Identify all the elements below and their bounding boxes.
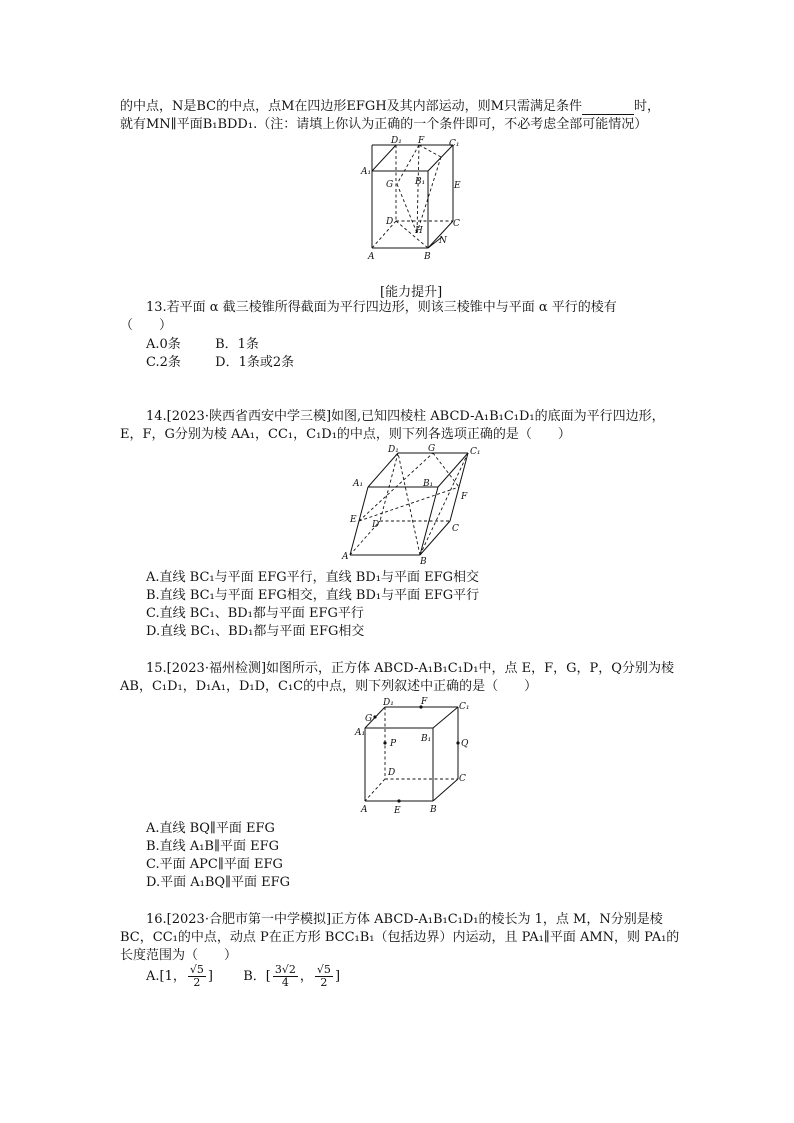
- label-E: E: [394, 806, 401, 816]
- q14-option-b[interactable]: B.直线 BC₁与平面 EFG相交，直线 BD₁与平面 EFG平行: [146, 588, 480, 603]
- q15-option-a[interactable]: A.直线 BQ∥平面 EFG: [146, 821, 275, 836]
- label-E: E: [350, 515, 357, 525]
- q13-options-row-1: [146, 336, 259, 353]
- label-B1: B₁: [423, 479, 434, 489]
- label-D: D: [372, 520, 380, 530]
- intro-line-1: 的中点，N是BC的中点，点M在四边形EFGH及其内部运动，则M只需满足条件 时，: [120, 99, 660, 114]
- q16-option-a[interactable]: A.[1， $\frac{√5}{2}$ ]: [146, 963, 213, 989]
- section-title: [能力提升]: [380, 285, 443, 300]
- q13-option-a[interactable]: A.0条: [146, 337, 181, 352]
- q14-line-1: 14.[2023·陕西省西安中学三模]如图,已知四棱柱 ABCD-A₁B₁C₁D₁的底面为平行四边形，: [146, 409, 665, 424]
- label-D1: D₁: [383, 698, 394, 708]
- q13-paren: （ ）: [120, 318, 173, 333]
- fraction: $\frac{3√2}{4}$: [274, 963, 296, 989]
- q15-option-c[interactable]: C.平面 APC∥平面 EFG: [146, 857, 283, 872]
- label-C: C: [453, 219, 460, 229]
- label-D: D: [386, 217, 394, 227]
- fraction: $\frac{√5}{2}$: [316, 963, 331, 989]
- q15-option-d[interactable]: D.平面 A₁BQ∥平面 EFG: [146, 875, 291, 890]
- label-N: N: [439, 236, 447, 246]
- q16-line-1: 16.[2023·合肥市第一中学模拟]正方体 ABCD-A₁B₁C₁D₁的棱长为 1，点 M，N分别是棱: [146, 912, 663, 927]
- label-A1: A₁: [355, 728, 366, 738]
- q13-option-d[interactable]: D．1条或2条: [215, 355, 295, 370]
- q14-option-a[interactable]: A.直线 BC₁与平面 EFG平行，直线 BD₁与平面 EFG相交: [146, 570, 479, 585]
- label-A: A: [368, 252, 375, 262]
- label-A1: A₁: [361, 167, 372, 177]
- q16-line-3: 长度范围为（ ）: [120, 948, 238, 963]
- label-P: P: [390, 739, 397, 749]
- label-A: A: [361, 805, 368, 815]
- label-F: F: [421, 697, 428, 707]
- figure-2-prism: [340, 443, 490, 568]
- label-B: B: [430, 805, 437, 815]
- label-C1: C₁: [449, 139, 460, 149]
- label-H: H: [415, 226, 423, 236]
- label-C1: C₁: [470, 447, 481, 457]
- q14-line-2: E，F，G分别为棱 AA₁，CC₁，C₁D₁的中点，则下列各选项正确的是（ ）: [120, 427, 571, 442]
- label-D1: D₁: [388, 445, 399, 455]
- q16-line-2: BC，CC₁的中点，动点 P在正方形 BCC₁B₁（包括边界）内运动，且 PA₁∥平面 AMN，则 PA₁的: [120, 930, 680, 945]
- q16-options: [146, 964, 340, 990]
- q16-option-b[interactable]: B．[ $\frac{3√2}{4}$ ， $\frac{√5}{2}$ ]: [243, 963, 341, 989]
- label-D: D: [388, 768, 396, 778]
- q15-line-1: 15.[2023·福州检测]如图所示，正方体 ABCD-A₁B₁C₁D₁中，点 E，F，G，P，Q分别为棱: [146, 661, 674, 676]
- q15-option-b[interactable]: B.直线 A₁B∥平面 EFG: [146, 839, 280, 854]
- label-B1: B₁: [415, 177, 426, 187]
- label-C: C: [452, 524, 459, 534]
- figure-1-cube: [355, 135, 475, 265]
- label-B1: B₁: [421, 734, 432, 744]
- q13-stem: 13.若平面 α 截三棱锥所得截面为平行四边形，则该三棱锥中与平面 α 平行的棱有: [146, 300, 617, 315]
- q13-option-c[interactable]: C.2条: [146, 355, 181, 370]
- fraction: $\frac{√5}{2}$: [189, 963, 204, 989]
- q13-option-b[interactable]: B．1条: [215, 337, 259, 352]
- q14-option-d[interactable]: D.直线 BC₁、BD₁都与平面 EFG相交: [146, 624, 365, 639]
- label-A: A: [342, 552, 349, 562]
- label-F: F: [461, 492, 468, 502]
- q14-option-c[interactable]: C.直线 BC₁、BD₁都与平面 EFG平行: [146, 606, 364, 621]
- label-D1: D₁: [391, 136, 402, 146]
- q13-options-row-2: [146, 354, 294, 371]
- intro-line-2: 就有MN∥平面B₁BDD₁.（注：请填上你认为正确的一个条件即可，不必考虑全部可能情况）: [120, 117, 648, 132]
- label-G: G: [428, 444, 436, 454]
- label-G: G: [365, 714, 373, 724]
- q15-line-2: AB，C₁D₁，D₁A₁，D₁D，C₁C的中点，则下列叙述中正确的是（ ）: [120, 679, 538, 694]
- label-A1: A₁: [353, 479, 364, 489]
- figure-3-cube: [355, 695, 485, 820]
- label-B: B: [424, 252, 431, 262]
- label-G: G: [386, 180, 394, 190]
- label-E: E: [454, 181, 461, 191]
- label-Q: Q: [461, 739, 469, 749]
- answer-blank[interactable]: [582, 102, 634, 115]
- label-C: C: [459, 774, 466, 784]
- label-F: F: [418, 136, 425, 146]
- label-C1: C₁: [459, 702, 470, 712]
- label-B: B: [420, 557, 427, 567]
